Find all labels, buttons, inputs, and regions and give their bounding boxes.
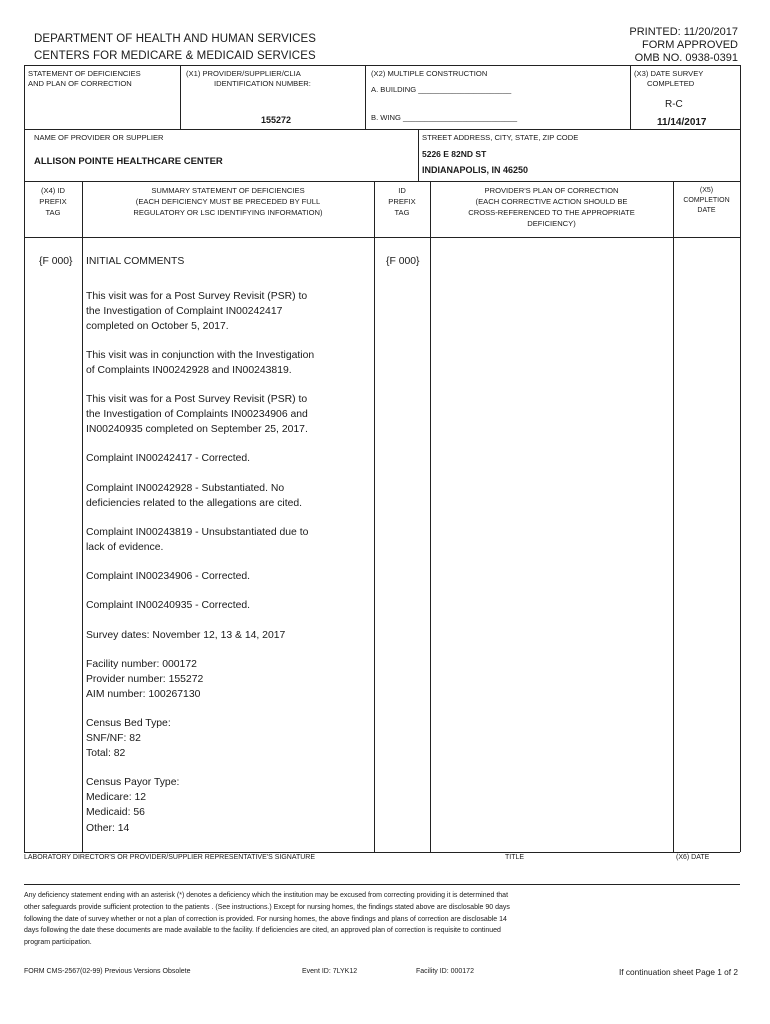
comment-line: completed on October 5, 2017.: [86, 321, 229, 333]
city-state-zip: INDIANAPOLIS, IN 46250: [422, 165, 529, 175]
comment-line: IN00240935 completed on September 25, 2017.: [86, 424, 308, 436]
comment-paragraph: [86, 289, 341, 335]
col-divider-plan: [673, 181, 674, 852]
x4-header-3: TAG: [45, 208, 61, 217]
form-number: FORM CMS-2567(02-99) Previous Versions Obsolete: [24, 968, 191, 975]
left-border: [24, 65, 25, 181]
comment-paragraph: [86, 348, 341, 378]
body-left-border: [24, 181, 25, 852]
survey-date: 11/14/2017: [657, 117, 707, 128]
comment-line: Survey dates: November 12, 13 & 14, 2017: [86, 630, 286, 641]
summary-header-1: SUMMARY STATEMENT OF DEFICIENCIES: [151, 186, 305, 195]
comment-paragraph: [86, 392, 341, 438]
agency-title: CENTERS FOR MEDICARE & MEDICAID SERVICES: [34, 50, 316, 62]
form-approved: FORM APPROVED: [642, 39, 738, 51]
plan-header-1: PROVIDER'S PLAN OF CORRECTION: [484, 186, 619, 195]
comment-paragraph: [86, 657, 341, 703]
disclaimer-top-border: [24, 884, 740, 885]
wing-field: B. WING ___________________________: [371, 113, 518, 122]
address-divider: [418, 129, 419, 181]
right-border: [740, 65, 741, 181]
plan-header-2: (EACH CORRECTIVE ACTION SHOULD BE: [475, 197, 628, 206]
col-divider-x4: [82, 181, 83, 852]
provider-id-number: 155272: [261, 115, 292, 125]
comment-paragraph: [86, 451, 341, 466]
disclaimer-line: days following the date these documents are made available to the facility. If deficiencies are cited, an approved plan of correction is requisite to continued: [24, 927, 501, 935]
comment-paragraph: [86, 716, 341, 762]
tag-prefix-left: {F 000}: [39, 256, 73, 267]
comment-line: of Complaints IN00242928 and IN00243819.: [86, 365, 292, 377]
department-title: DEPARTMENT OF HEALTH AND HUMAN SERVICES: [34, 33, 317, 45]
survey-code: R-C: [665, 99, 683, 110]
facility-id: Facility ID: 000172: [416, 968, 474, 975]
x6-date-label: (X6) DATE: [676, 854, 710, 861]
provider-bottom-border: [24, 181, 740, 182]
statement-label-1: STATEMENT OF DEFICIENCIES: [28, 69, 141, 78]
id-header-2: PREFIX: [388, 197, 416, 206]
col-divider-summary: [374, 181, 375, 852]
comment-line: deficiencies related to the allegations are cited.: [86, 498, 303, 510]
comment-line: Complaint IN00234906 - Corrected.: [86, 571, 251, 582]
x1-label-2: IDENTIFICATION NUMBER:: [214, 79, 311, 88]
comment-line: Other: 14: [86, 822, 130, 834]
plan-header-3: CROSS-REFERENCED TO THE APPROPRIATE: [468, 208, 635, 217]
x5-header-3: DATE: [697, 207, 716, 214]
x5-header-2: COMPLETION: [683, 197, 730, 204]
printed-date: PRINTED: 11/20/2017: [629, 26, 738, 38]
comment-line: SNF/NF: 82: [86, 733, 141, 745]
comment-paragraph: [86, 525, 341, 555]
column-header-bottom: [24, 237, 740, 238]
disclaimer-line: other safeguards provide sufficient protection to the patients . (See instructions.) Except for nursing homes, the findings stated above are disclosable 90 days: [24, 903, 510, 911]
comment-paragraph: [86, 569, 341, 584]
comment-paragraph: [86, 628, 341, 643]
comment-line: the Investigation of Complaints IN00234906 and: [86, 409, 308, 421]
disclaimer-line: program participation.: [24, 939, 92, 947]
omb-number: OMB NO. 0938-0391: [634, 52, 738, 64]
tag-prefix-right: {F 000}: [386, 256, 420, 267]
disclaimer-text: [24, 890, 510, 949]
body-right-border: [740, 181, 741, 852]
comment-line: This visit was in conjunction with the Investigation: [86, 350, 315, 361]
plan-header-4: DEFICIENCY): [527, 219, 576, 228]
street-address: 5226 E 82ND ST: [422, 149, 487, 159]
x4-header-1: (X4) ID: [40, 186, 66, 195]
comment-paragraph: [86, 775, 341, 836]
comment-line: lack of evidence.: [86, 542, 164, 554]
comment-line: Medicaid: 56: [86, 807, 145, 819]
title-label: TITLE: [505, 854, 525, 861]
summary-header-3: REGULATORY OR LSC IDENTIFYING INFORMATION): [133, 208, 323, 217]
page-indicator: If continuation sheet Page 1 of 2: [618, 967, 738, 977]
id-header-3: TAG: [394, 208, 410, 217]
comment-line: Complaint IN00243819 - Unsubstantiated due to: [86, 527, 309, 538]
building-field: A. BUILDING ______________________: [371, 85, 512, 94]
x4-header-2: PREFIX: [39, 197, 67, 206]
initial-comments-heading: INITIAL COMMENTS: [86, 256, 185, 267]
provider-name-label: NAME OF PROVIDER OR SUPPLIER: [34, 133, 164, 142]
comment-line: Provider number: 155272: [86, 674, 204, 686]
col-divider-id: [430, 181, 431, 852]
comment-line: Total: 82: [86, 748, 126, 760]
id-header-1: ID: [398, 186, 406, 195]
comment-line: Census Payor Type:: [86, 777, 180, 788]
x1-label-1: (X1) PROVIDER/SUPPLIER/CLIA: [186, 69, 301, 78]
comment-line: the Investigation of Complaint IN00242417: [86, 306, 283, 318]
signature-label: LABORATORY DIRECTOR'S OR PROVIDER/SUPPLIER REPRESENTATIVE'S SIGNATURE: [24, 854, 316, 861]
summary-header-2: (EACH DEFICIENCY MUST BE PRECEDED BY FULL: [135, 197, 321, 206]
comment-paragraph: [86, 598, 341, 613]
x3-divider: [630, 65, 631, 129]
x3-label-2: COMPLETED: [647, 79, 695, 88]
x2-divider: [365, 65, 366, 129]
comment-line: Medicare: 12: [86, 792, 147, 804]
comment-line: This visit was for a Post Survey Revisit (PSR) to: [86, 394, 308, 405]
provider-name: ALLISON POINTE HEALTHCARE CENTER: [34, 156, 223, 167]
comment-line: Facility number: 000172: [86, 659, 197, 670]
comment-line: AIM number: 100267130: [86, 689, 201, 701]
comment-line: Census Bed Type:: [86, 718, 171, 729]
comment-line: This visit was for a Post Survey Revisit (PSR) to: [86, 291, 308, 302]
comment-line: Complaint IN00242417 - Corrected.: [86, 453, 251, 464]
box1-bottom-border: [24, 129, 740, 130]
event-id: Event ID: 7LYK12: [302, 968, 358, 975]
x1-divider: [180, 65, 181, 129]
disclaimer-line: following the date of survey whether or not a plan of correction is provided. For nursing homes, the above findings and plans of correction are disclosable 14: [24, 915, 507, 923]
x5-header-1: (X5): [699, 187, 714, 194]
statement-label-2: AND PLAN OF CORRECTION: [28, 79, 132, 88]
x2-label: (X2) MULTIPLE CONSTRUCTION: [371, 69, 488, 78]
comment-paragraph: [86, 481, 341, 511]
disclaimer-line: Any deficiency statement ending with an asterisk (*) denotes a deficiency which the institution may be excused from correcting providing it is determined that: [24, 892, 509, 899]
x3-label-1: (X3) DATE SURVEY: [634, 69, 704, 78]
comment-line: Complaint IN00242928 - Substantiated. No: [86, 483, 285, 494]
top-border: [24, 65, 740, 66]
comment-line: Complaint IN00240935 - Corrected.: [86, 600, 251, 611]
address-label: STREET ADDRESS, CITY, STATE, ZIP CODE: [422, 133, 579, 142]
